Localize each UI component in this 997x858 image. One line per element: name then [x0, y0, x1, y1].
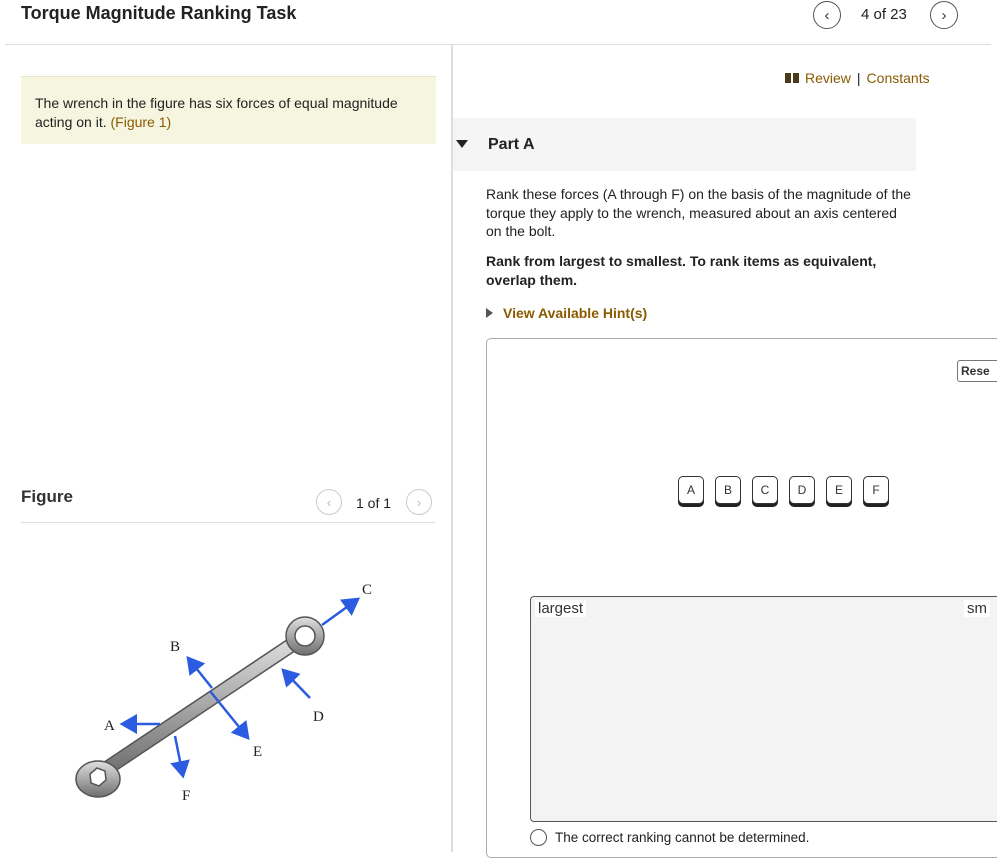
question-text: Rank these forces (A through F) on the basis of the magnitude of the torque they apply to the wrench, measured about an axis centered on the bolt. [486, 186, 911, 239]
largest-label: largest [535, 600, 586, 617]
part-a-label: Part A [488, 136, 535, 153]
intro-statement: The wrench in the figure has six forces of equal magnitude acting on it. [35, 95, 398, 130]
collapse-triangle-icon[interactable] [456, 140, 468, 148]
chevron-right-icon: › [416, 494, 422, 510]
force-label-b: B [170, 639, 181, 655]
item-pager: 4 of 23 [861, 6, 907, 23]
chevron-left-icon: ‹ [326, 494, 332, 510]
force-labels [104, 582, 372, 804]
intro-box [21, 76, 436, 144]
figure-heading: Figure [21, 487, 73, 506]
view-hints-label: View Available Hint(s) [503, 305, 648, 321]
tile-d[interactable]: D [789, 476, 815, 504]
force-c-arrow [322, 599, 358, 625]
tile-b[interactable]: B [715, 476, 741, 504]
tile-f[interactable]: F [863, 476, 889, 504]
force-label-a: A [104, 718, 115, 734]
review-link[interactable]: Review [805, 70, 851, 86]
header-divider [5, 44, 991, 45]
force-f-arrow [175, 736, 183, 776]
prev-item-button[interactable] [813, 1, 841, 29]
expand-triangle-icon [486, 308, 493, 318]
cannot-determine-label: The correct ranking cannot be determined. [555, 830, 810, 845]
cannot-determine-option[interactable] [530, 829, 809, 846]
figure-next-button[interactable] [406, 489, 432, 515]
review-constants-bar [785, 70, 930, 86]
ranking-tiles [678, 476, 889, 504]
book-icon [785, 73, 799, 83]
figure-pager: 1 of 1 [356, 495, 392, 511]
force-label-d: D [313, 709, 324, 725]
page-title: Torque Magnitude Ranking Task [21, 3, 297, 23]
chevron-left-icon: ‹ [824, 6, 830, 24]
chevron-right-icon: › [941, 6, 947, 24]
wrench [76, 617, 324, 797]
figure-divider [21, 522, 435, 523]
view-hints-link[interactable] [486, 305, 647, 321]
figure-prev-button[interactable] [316, 489, 342, 515]
figure-link[interactable]: (Figure 1) [110, 114, 172, 130]
next-item-button[interactable] [930, 1, 958, 29]
force-label-f: F [182, 788, 191, 804]
force-label-c: C [362, 582, 373, 598]
cannot-determine-checkbox[interactable] [530, 829, 547, 846]
force-label-e: E [253, 744, 263, 760]
reset-button[interactable]: Rese [957, 360, 997, 382]
tile-e[interactable]: E [826, 476, 852, 504]
ranking-drop-zone[interactable] [530, 596, 997, 822]
force-d-arrow [283, 670, 310, 698]
constants-link[interactable]: Constants [866, 70, 930, 86]
smallest-label: sm [964, 600, 990, 617]
force-b-arrow [188, 658, 212, 688]
intro-text [35, 94, 415, 132]
tile-c[interactable]: C [752, 476, 778, 504]
wrench-figure [0, 530, 450, 852]
separator: | [856, 70, 861, 86]
instruction-text: Rank from largest to smallest. To rank items as equivalent, overlap them. [486, 253, 877, 288]
force-e-arrow [210, 691, 248, 738]
tile-a[interactable]: A [678, 476, 704, 504]
